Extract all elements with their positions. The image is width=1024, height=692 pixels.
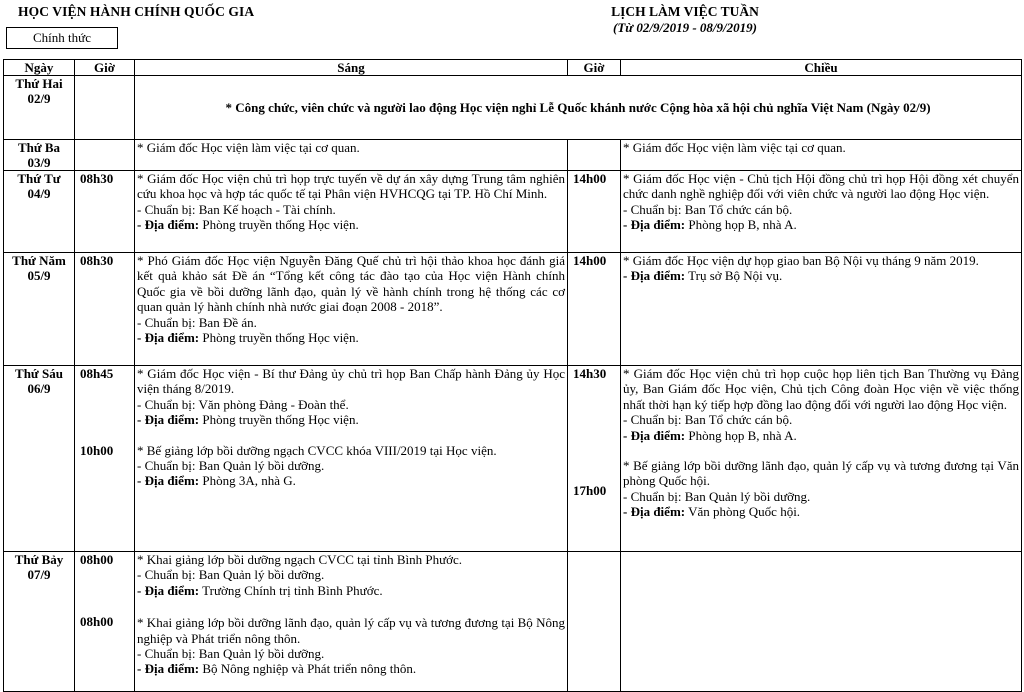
location-label: - Địa điểm: [137, 582, 200, 598]
schedule-title: LỊCH LÀM VIỆC TUẦN [611, 4, 759, 19]
event-time: 14h00 [573, 253, 607, 268]
event-prep [137, 202, 565, 217]
afternoon-cell [621, 552, 1022, 692]
day-cell [4, 552, 75, 692]
event-text: * Giám đốc Học viện dự họp giao ban Bộ Nội vụ tháng 9 năm 2019. [623, 253, 979, 268]
event-text: * Giám đốc Học viện làm việc tại cơ quan. [623, 140, 846, 155]
table-header-row [4, 60, 1022, 76]
column-header-time: Giờ [75, 60, 135, 76]
prep-value: Ban Quản lý bồi dưỡng. [198, 646, 325, 662]
event-location [137, 412, 565, 427]
table-row-wednesday [4, 171, 1022, 253]
prep-label: - Chuẩn bị: [137, 646, 199, 662]
day-cell [4, 171, 75, 253]
day-cell [4, 366, 75, 552]
day-date: 04/9 [27, 186, 51, 201]
column-header-time-afternoon: Giờ [568, 60, 621, 76]
afternoon-cell [621, 171, 1022, 253]
location-value: Phòng 3A, nhà G. [199, 473, 296, 489]
location-value: Phòng truyền thống Học viện. [199, 330, 359, 346]
prep-value: Ban Quản lý bồi dưỡng. [198, 567, 325, 583]
location-value: Văn phòng Quốc hội. [685, 504, 801, 520]
afternoon-cell [621, 366, 1022, 552]
event-time: 10h00 [80, 443, 114, 459]
location-label: - Địa điểm: [137, 217, 200, 233]
location-value: Trụ sở Bộ Nội vụ. [685, 268, 783, 284]
event-location [137, 217, 565, 232]
time-cell [568, 140, 621, 171]
table-row-tuesday [4, 140, 1022, 171]
event-prep [137, 458, 565, 473]
time-cell [568, 366, 621, 552]
location-label: - Địa điểm: [623, 268, 686, 284]
prep-label: - Chuẩn bị: [623, 488, 685, 504]
event-location [623, 504, 1019, 519]
location-label: - Địa điểm: [623, 427, 686, 443]
prep-label: - Chuẩn bị: [137, 314, 199, 330]
event-time: 08h00 [80, 614, 114, 630]
prep-label: - Chuẩn bị: [137, 396, 199, 412]
table-row-thursday [4, 253, 1022, 366]
time-cell [568, 253, 621, 366]
event-time: 08h30 [80, 253, 114, 268]
day-cell [4, 253, 75, 366]
event-time: 08h30 [80, 171, 114, 186]
morning-cell [135, 366, 568, 552]
event-prep [623, 202, 1019, 217]
event-text: * Bế giảng lớp bồi dưỡng lãnh đạo, quản lý cấp vụ và tương đương tại Văn phòng Quốc hội. [623, 458, 1019, 489]
morning-cell [135, 552, 568, 692]
holiday-notice: * Công chức, viên chức và người lao động Học viện nghỉ Lễ Quốc khánh nước Cộng hòa xã hội chủ nghĩa Việt Nam (Ngày 02/9) [135, 76, 1022, 140]
event-text: * Giám đốc Học viện chủ trì họp trực tuyến về dự án xây dựng Trung tâm nghiên cứu khoa học và hợp tác quốc tế tại Phân viện HVHCQG tại TP. Hồ Chí Minh. [137, 171, 565, 202]
event-prep [137, 646, 565, 661]
prep-label: - Chuẩn bị: [623, 201, 685, 217]
prep-value: Văn phòng Đảng - Đoàn thể. [198, 396, 349, 412]
day-date: 03/9 [27, 155, 51, 170]
location-label: - Địa điểm: [623, 217, 686, 233]
day-date: 06/9 [27, 381, 51, 396]
event-prep [137, 567, 565, 582]
time-cell [75, 76, 135, 140]
prep-value: Ban Tổ chức cán bộ. [684, 201, 793, 217]
event-location [137, 661, 565, 676]
event-text: * Bế giảng lớp bồi dưỡng ngạch CVCC khóa VIII/2019 tại Học viện. [137, 442, 497, 458]
day-name: Thứ Năm [12, 253, 66, 268]
morning-cell [135, 171, 568, 253]
location-label: - Địa điểm: [137, 473, 200, 489]
location-value: Phòng truyền thống Học viện. [199, 217, 359, 233]
prep-value: Ban Kế hoạch - Tài chính. [198, 201, 336, 217]
event-prep [623, 412, 1019, 427]
location-value: Phòng truyền thống Học viện. [199, 412, 359, 428]
location-label: - Địa điểm: [137, 412, 200, 428]
prep-value: Ban Quản lý bồi dưỡng. [198, 458, 325, 474]
event-location [623, 268, 1019, 283]
table-row-saturday [4, 552, 1022, 692]
prep-label: - Chuẩn bị: [137, 567, 199, 583]
event-time: 14h00 [573, 171, 607, 186]
table-row-friday [4, 366, 1022, 552]
event-text: * Phó Giám đốc Học viện Nguyễn Đăng Quế chủ trì hội thảo khoa học đánh giá kết quả khảo sát Đề án “Tổng kết công tác đào tạo của Học viện Hành chính Quốc gia về bồi dưỡng lãnh đạo, quản lý về hành chính trong hệ thống các cơ quan quản lý hành chính nhà nước giai đoạn 2008 - 2018”. [137, 253, 565, 315]
time-cell [568, 171, 621, 253]
event-time: 17h00 [573, 483, 607, 499]
event-location [137, 583, 565, 598]
document-status-box: Chính thức [6, 27, 118, 49]
weekly-schedule-table [3, 59, 1022, 692]
day-date: 05/9 [27, 268, 51, 283]
morning-cell [135, 253, 568, 366]
event-prep [623, 489, 1019, 504]
location-value: Phòng họp B, nhà A. [685, 217, 797, 233]
event-text: * Giám đốc Học viện làm việc tại cơ quan. [137, 140, 360, 155]
day-name: Thứ Sáu [15, 366, 63, 381]
time-cell [75, 552, 135, 692]
event-time: 08h45 [80, 366, 114, 381]
organization-name: HỌC VIỆN HÀNH CHÍNH QUỐC GIA [18, 4, 255, 19]
location-label: - Địa điểm: [137, 330, 200, 346]
afternoon-cell [621, 253, 1022, 366]
event-time: 08h00 [80, 552, 114, 567]
time-cell [75, 140, 135, 171]
prep-label: - Chuẩn bị: [137, 458, 199, 474]
event-location [623, 217, 1019, 232]
location-value: Trường Chính trị tỉnh Bình Phước. [199, 582, 383, 598]
column-header-morning: Sáng [135, 60, 568, 76]
day-cell [4, 76, 75, 140]
afternoon-cell [621, 140, 1022, 171]
day-name: Thứ Tư [17, 171, 61, 186]
event-text: * Giám đốc Học viện chủ trì họp cuộc họp liên tịch Ban Thường vụ Đảng ủy, Ban Giám đốc Học viện, Chủ tịch Công đoàn Học viện về việc thống nhất thời hạn ký tiếp hợp đồng lao động đối với người lao động Học viện. [623, 366, 1019, 412]
day-date: 02/9 [27, 91, 51, 106]
prep-label: - Chuẩn bị: [623, 412, 685, 428]
prep-value: Ban Đề án. [198, 314, 257, 330]
time-cell [75, 171, 135, 253]
event-time: 14h30 [573, 366, 607, 381]
day-date: 07/9 [27, 567, 51, 582]
location-label: - Địa điểm: [137, 661, 200, 677]
prep-value: Ban Quản lý bồi dưỡng. [684, 488, 811, 504]
table-row-monday [4, 76, 1022, 140]
schedule-date-range: (Từ 02/9/2019 - 08/9/2019) [613, 20, 757, 35]
event-text: * Khai giảng lớp bồi dưỡng lãnh đạo, quản lý cấp vụ và tương đương tại Bộ Nông nghiệp và Phát triển nông thôn. [137, 615, 565, 646]
event-location [623, 428, 1019, 443]
event-location [137, 473, 565, 488]
time-cell [568, 552, 621, 692]
morning-cell [135, 140, 568, 171]
prep-label: - Chuẩn bị: [137, 201, 199, 217]
event-prep [137, 397, 565, 412]
event-text: * Giám đốc Học viện - Bí thư Đảng ủy chủ trì họp Ban Chấp hành Đảng ủy Học viện tháng 8/2019. [137, 366, 565, 397]
prep-value: Ban Tổ chức cán bộ. [684, 412, 793, 428]
event-text: * Giám đốc Học viện - Chủ tịch Hội đồng chủ trì họp Hội đồng xét chuyển chức danh nghề nghiệp đối với viên chức và người lao động Học viện. [623, 171, 1019, 202]
location-value: Bộ Nông nghiệp và Phát triển nông thôn. [199, 661, 417, 677]
day-name: Thứ Hai [15, 76, 63, 91]
event-location [137, 330, 565, 345]
event-prep [137, 315, 565, 330]
column-header-day: Ngày [4, 60, 75, 76]
location-value: Phòng họp B, nhà A. [685, 427, 797, 443]
time-cell [75, 366, 135, 552]
time-cell [75, 253, 135, 366]
day-name: Thứ Ba [17, 140, 61, 155]
location-label: - Địa điểm: [623, 504, 686, 520]
event-text: * Khai giảng lớp bồi dưỡng ngạch CVCC tại tỉnh Bình Phước. [137, 552, 463, 567]
column-header-afternoon: Chiều [621, 60, 1022, 76]
day-cell [4, 140, 75, 171]
day-name: Thứ Bảy [14, 552, 64, 567]
